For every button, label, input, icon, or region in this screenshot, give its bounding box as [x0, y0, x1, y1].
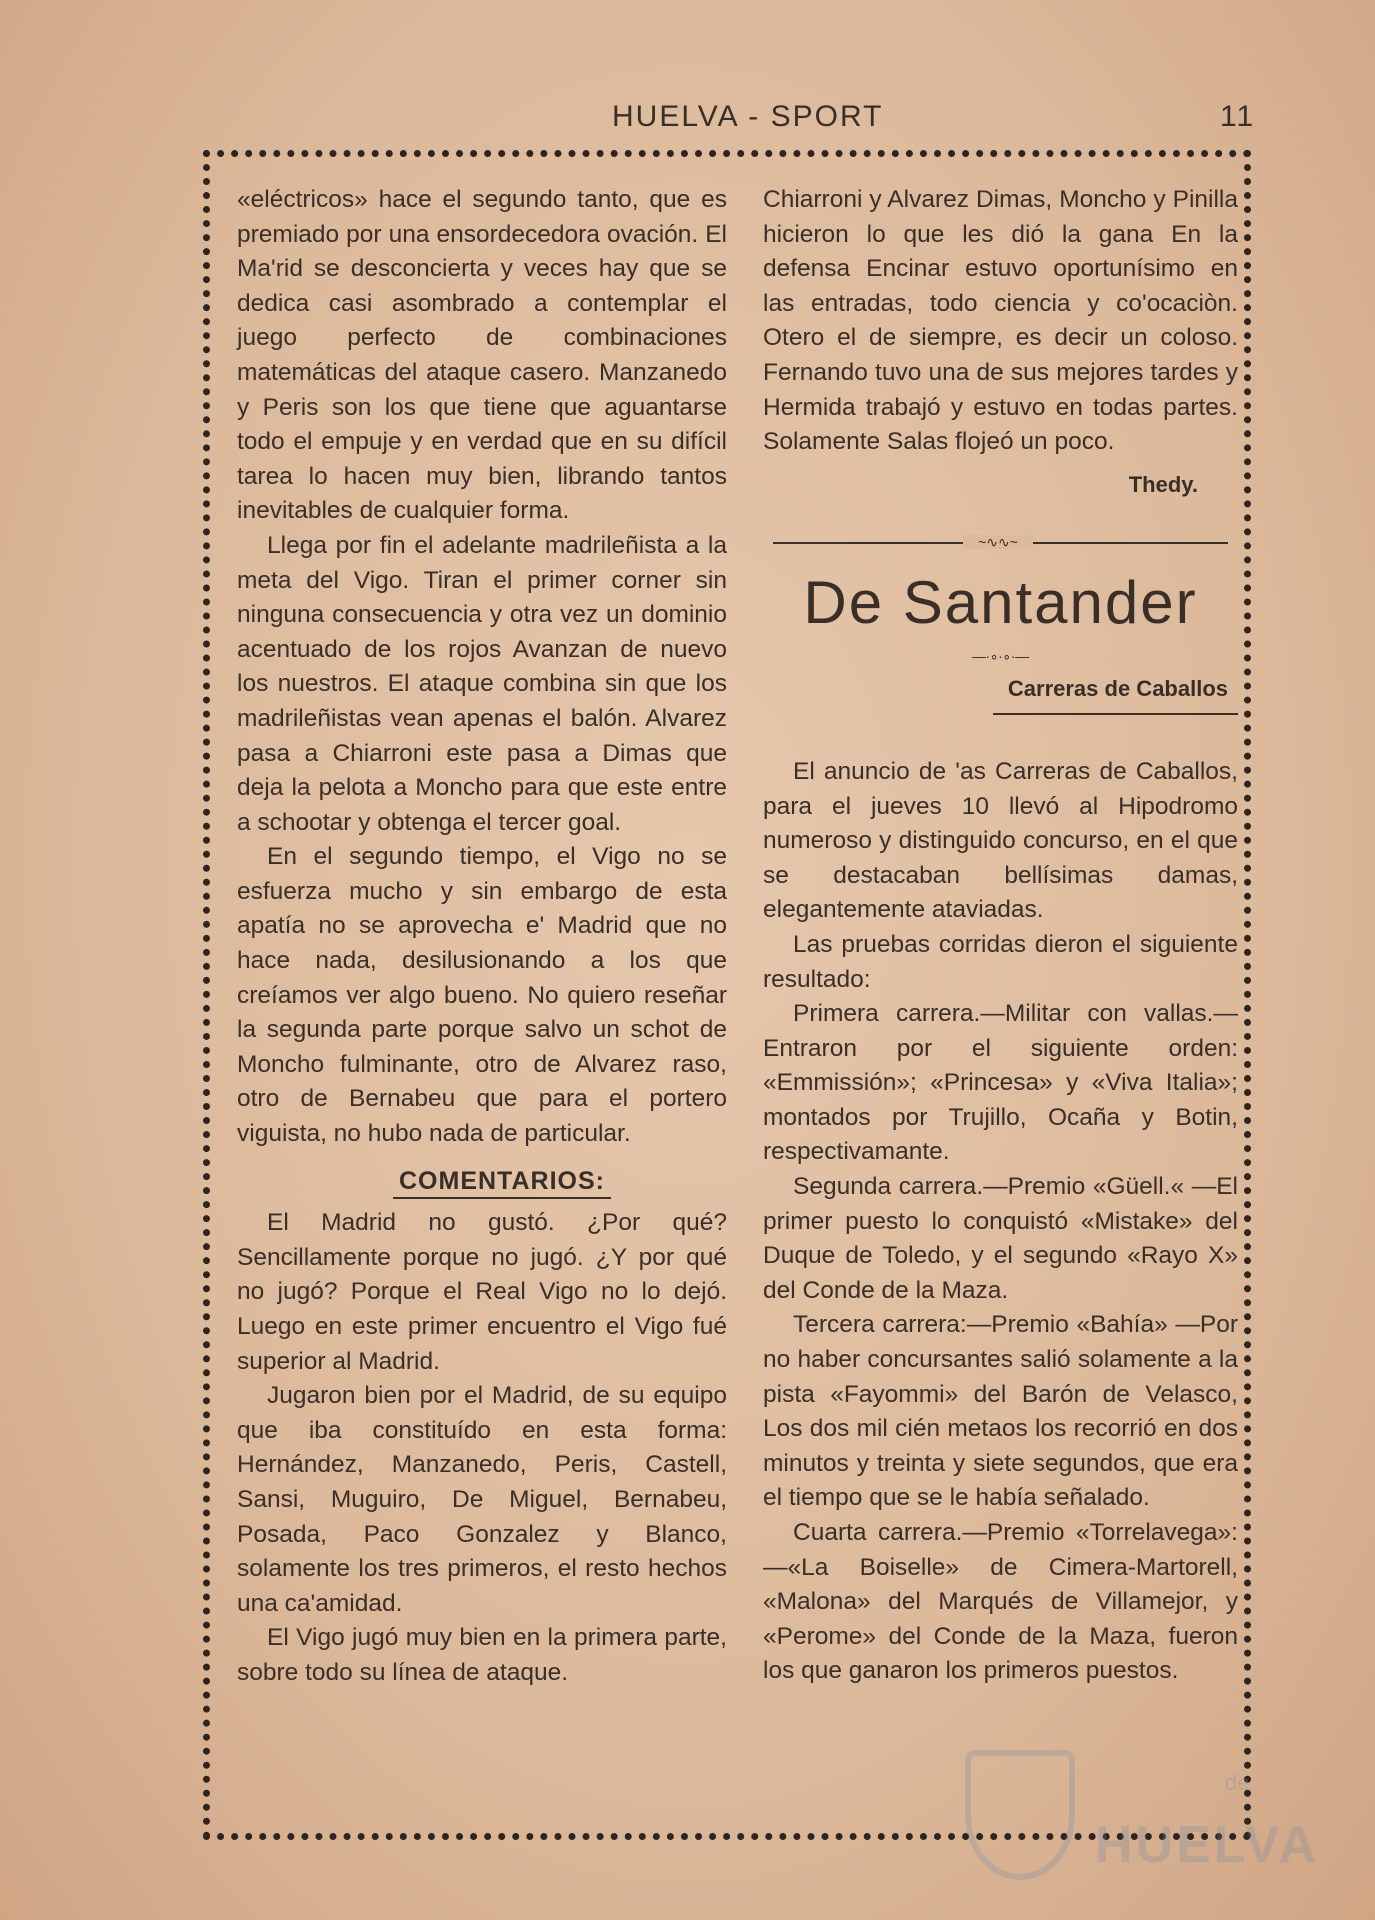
watermark-de: de — [1225, 1770, 1250, 1795]
spacer — [763, 715, 1238, 755]
paragraph: El Madrid no gustó. ¿Por qué? Sencillamente porque no jugó. ¿Y por qué no jugó? Porque el Real Vigo no lo dejó. Luego en este primer encuentro el Vigo fué superior al Madrid. — [237, 1209, 727, 1375]
divider-ornament-icon: ~∿∿~ — [963, 535, 1033, 549]
paragraph: Cuarta carrera.—Premio «Torrelavega»:—«La Boiselle» de Cimera-Martorell, «Malona» del Marqués de Villamejor, y «Perome» del Conde de la Maza, fueron los que ganaron los primeros puestos. — [763, 1519, 1238, 1685]
paragraph: Chiarroni y Alvarez Dimas, Moncho y Pinilla hicieron lo que les dió la gana En la defensa Encinar estuvo oportunísimo en las entradas, todo ciencia y co'ocaciòn. Otero el de siempre, es decir un coloso. Fernando tuvo una de sus mejores tardes y Hermida trabajó y estuvo en todas partes. Solamente Salas flojeó un poco. — [763, 186, 1238, 456]
paragraph: Segunda carrera.—Premio «Güell.« —El primer puesto lo conquistó «Mistake» del Duque de Toledo, y el segundo «Rayo X» del Conde de la Maza. — [763, 1173, 1238, 1304]
paragraph: Las pruebas corridas dieron el siguiente resultado: — [763, 930, 1238, 993]
page-number: 11 — [1220, 100, 1256, 133]
paragraph: El anuncio de 'as Carreras de Caballos, para el jueves 10 llevó al Hipodromo numeroso y distinguido concurso, en el que se destacaban bellísimas damas, elegantemente ataviadas. — [763, 757, 1238, 924]
paragraph: Primera carrera.—Militar con vallas.—Entraron por el siguiente orden: «Emmissión»; «Princesa» y «Viva Italia»; montados por Trujillo, Ocaña y Botin, respectivamante. — [763, 1000, 1238, 1166]
paragraph: El Vigo jugó muy bien en la primera parte, sobre todo su línea de ataque. — [237, 1624, 727, 1686]
publication-title: HUELVA - SPORT — [612, 100, 884, 133]
comentarios-heading-text: COMENTARIOS: — [393, 1167, 611, 1199]
section-subtitle: Carreras de Caballos — [993, 672, 1238, 715]
paragraph: «eléctricos» hace el segundo tanto, que es premiado por una ensordecedora ovación. El Ma'rid se desconcierta y veces hay que se dedica casi asombrado a contemplar el juego perfecto de combinaciones matemáticas del ataque casero. Manzanedo y Peris son los que tiene que aguantarse todo el empuje y en verdad que en su difícil tarea lo hacen muy bien, librando tantos inevitables de cualquier forma. — [237, 186, 727, 525]
right-column — [763, 183, 1238, 1689]
paragraph: Tercera carrera:—Premio «Bahía» —Por no haber concursantes salió solamente a la pista «Fayommi» del Barón de Velasco, Los dos mil cién metaos los recorrió en dos minutos y treinta y siete segundos, que era el tiempo que se le había señalado. — [763, 1311, 1238, 1512]
small-ornament-icon: —∙∘∙∘∙— — [971, 648, 1030, 665]
ornamental-divider — [773, 534, 1228, 551]
section-title: De Santander — [803, 569, 1198, 637]
paragraph: En el segundo tiempo, el Vigo no se esfuerza mucho y sin embargo de esta apatía no se aprovecha e' Madrid que no hace nada, desilusionando a los que creíamos ver algo bueno. No quiero reseñar la segunda parte porque salvo un schot de Moncho fulminante, otro de Alvarez raso, otro de Bernabeu que para el portero viguista, no hubo nada de particular. — [237, 843, 727, 1148]
paragraph: Jugaron bien por el Madrid, de su equipo que iba constituído en esta forma: Hernández, Manzanedo, Peris, Castell, Sansi, Muguiro, De Miguel, Bernabeu, Posada, Paco Gonzalez y Blanco, solamente los tres primeros, el resto hechos una ca'amidad. — [237, 1382, 727, 1617]
watermark-name: HUELVA — [1095, 1816, 1320, 1874]
page-header — [600, 100, 1260, 140]
shield-icon — [965, 1750, 1075, 1880]
byline: Thedy. — [1128, 471, 1198, 497]
paragraph: Llega por fin el adelante madrileñista a la meta del Vigo. Tiran el primer corner sin ninguna consecuencia y otra vez un dominio acentuado de los rojos Avanzan de nuevo los nuestros. El ataque combina sin que los madrileñistas vean apenas el balón. Alvarez pasa a Chiarroni este pasa a Dimas que deja la pelota a Moncho para que este entre a schootar y obtenga el tercer goal. — [237, 531, 727, 836]
archive-watermark — [965, 1740, 1320, 1900]
comentarios-heading — [237, 1164, 727, 1199]
left-column — [237, 183, 727, 1691]
